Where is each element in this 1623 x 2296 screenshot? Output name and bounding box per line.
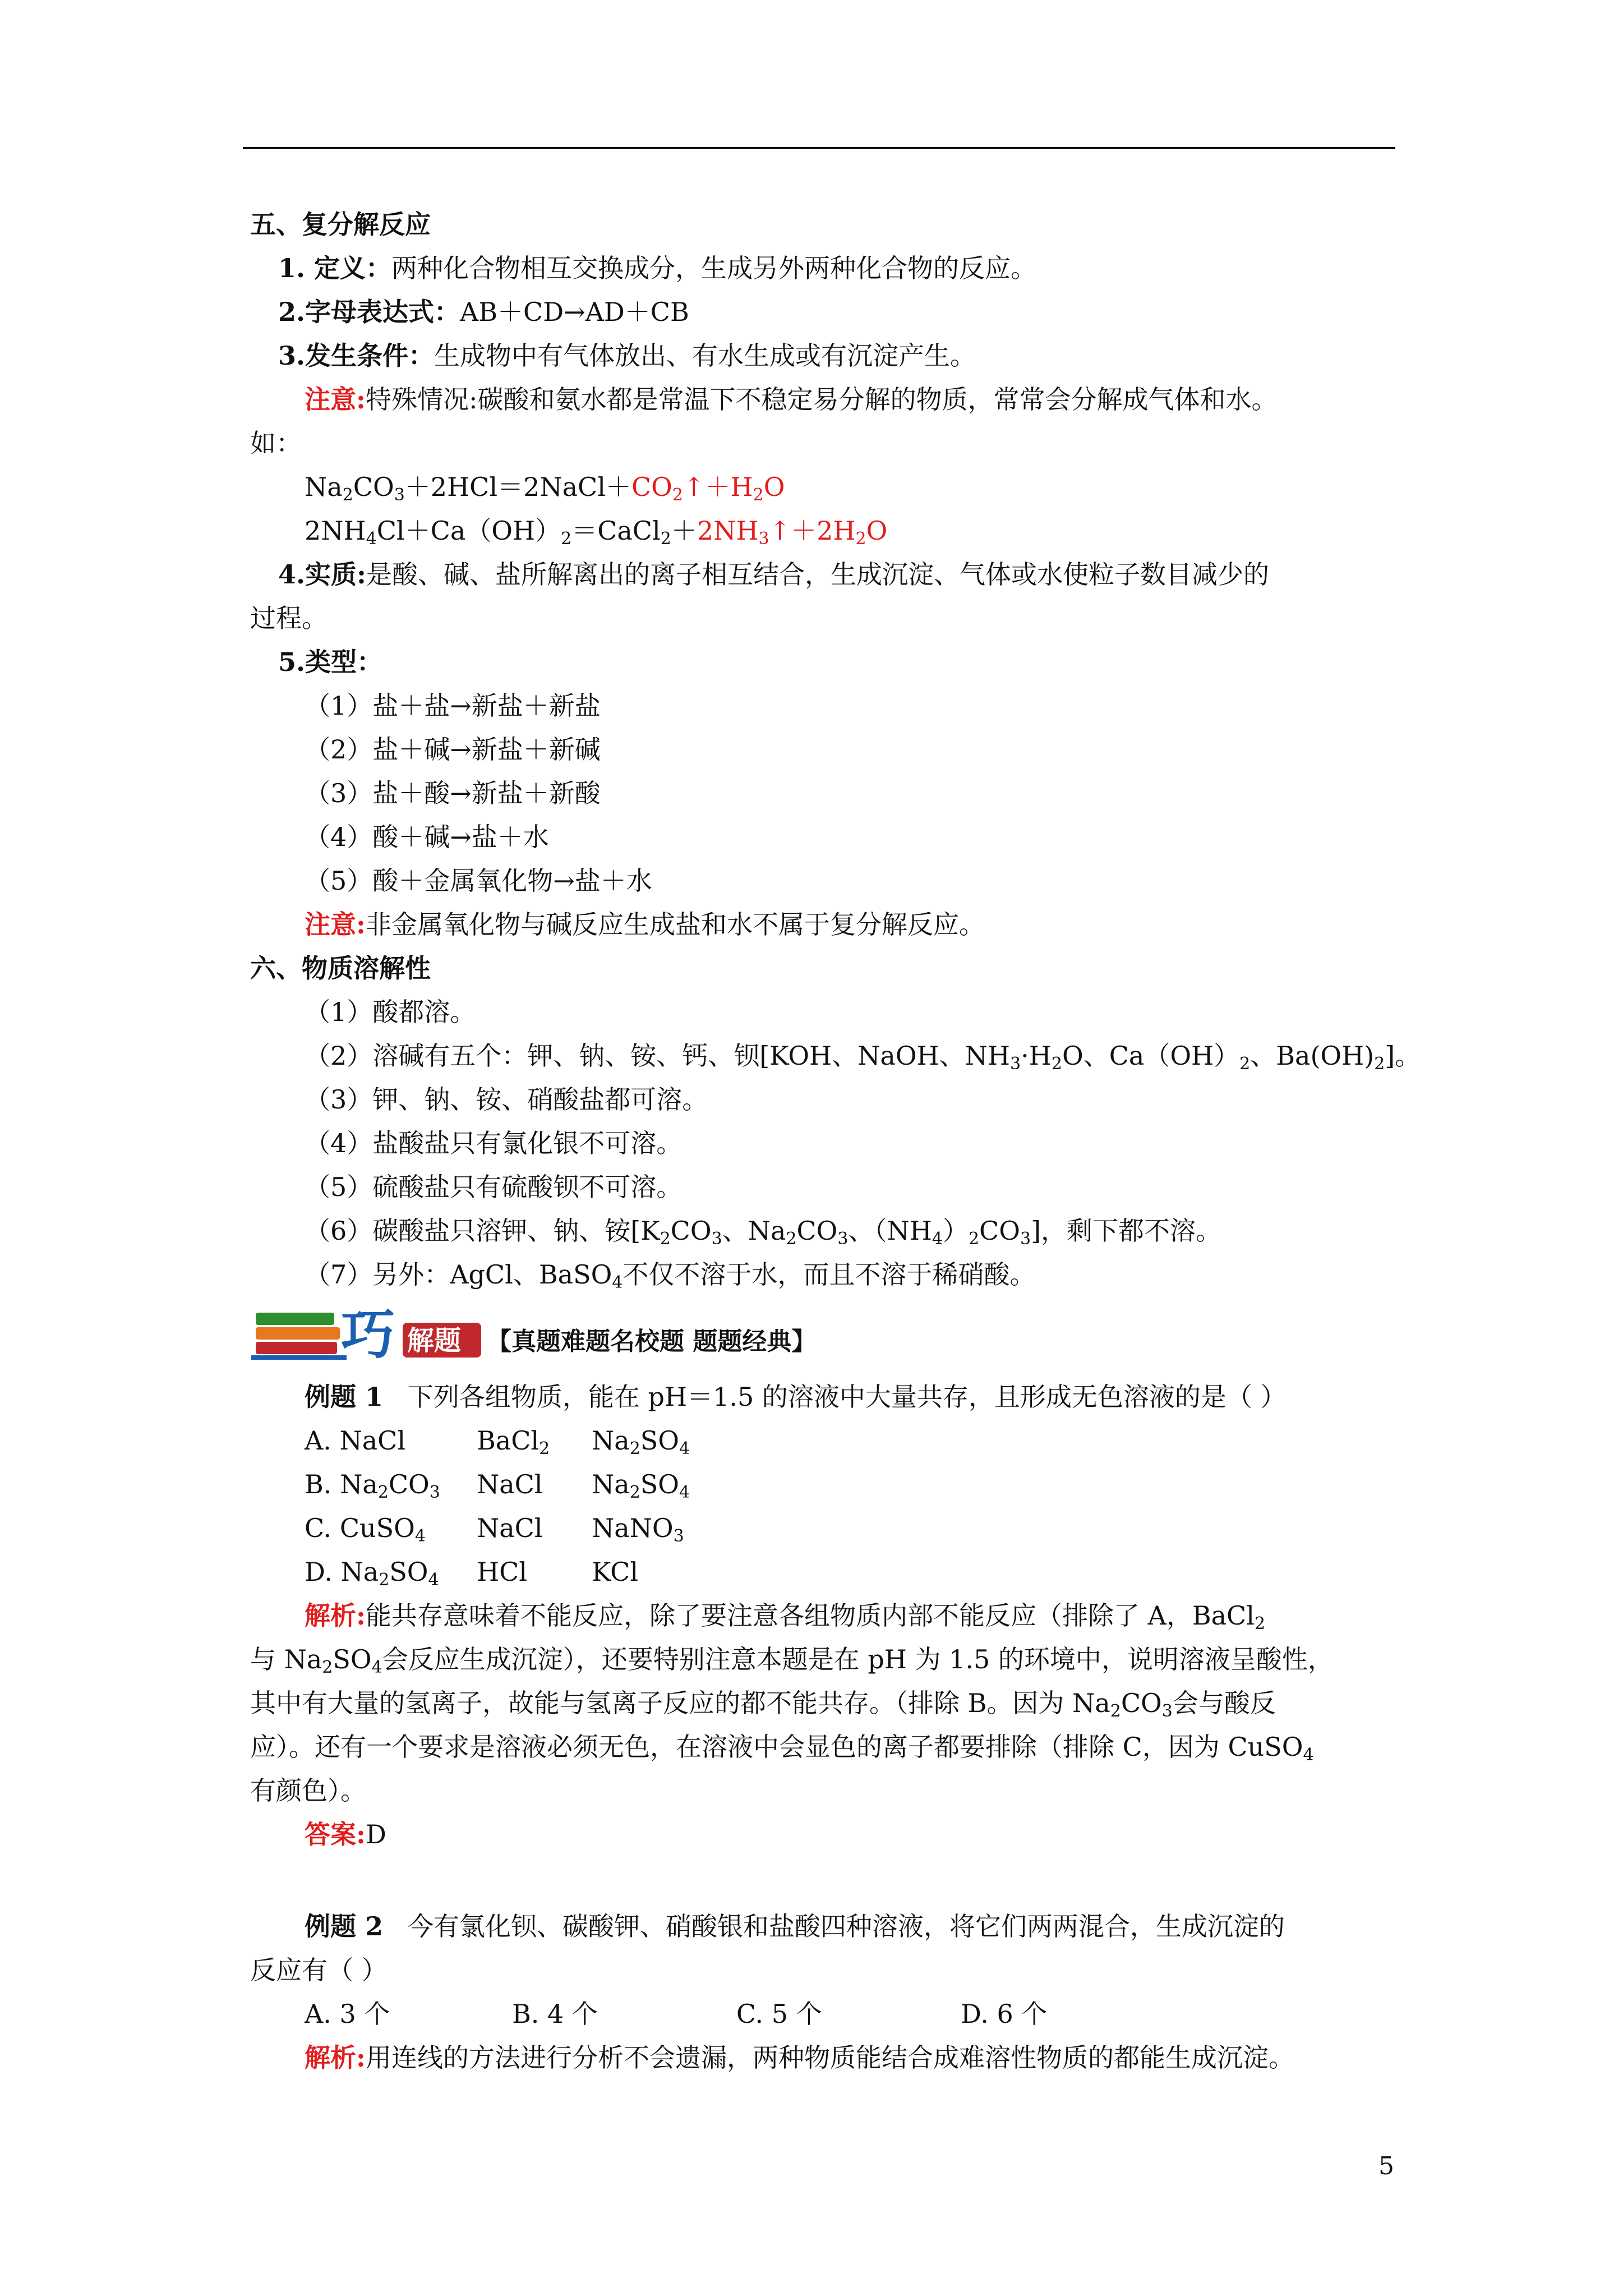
solubility-rule: （7）另外：AgCl、BaSO$_4$不仅不溶于水，而且不溶于稀硝酸。	[305, 1259, 1036, 1292]
header-rule	[243, 147, 1395, 149]
condition-line: 3.发生条件：生成物中有气体放出、有水生成或有沉淀产生。	[278, 341, 976, 371]
type-item: （1）盐＋盐→新盐＋新盐	[305, 691, 601, 721]
solubility-rule: （2）溶碱有五个：钾、钠、铵、钙、钡[KOH、NaOH、$NH_3\cdot H_2O$、$Ca(OH)_2$、$Ba(OH)_2$]。	[305, 1041, 1421, 1074]
example2-option: D. 6 个	[961, 1999, 1048, 2029]
type-item: （5）酸＋金属氧化物→盐＋水	[305, 866, 652, 896]
example2-question-cont: 反应有（ ）	[250, 1955, 388, 1985]
note1-cont: 如：	[250, 428, 302, 458]
example2-option: C. 5 个	[736, 1999, 822, 2029]
section5-title: 五、复分解反应	[250, 209, 431, 240]
banner-big-char: 巧	[341, 1303, 395, 1363]
solution-banner	[251, 1301, 924, 1363]
section6-title: 六、物质溶解性	[250, 953, 431, 983]
page-number: 5	[1378, 2152, 1394, 2180]
essence-line: 4.实质:是酸、碱、盐所解离出的离子相互结合，生成沉淀、气体或水使粒子数目减少的	[278, 559, 1270, 590]
solubility-rule: （5）硫酸盐只有硫酸钡不可溶。	[305, 1172, 683, 1202]
example2-question: 例题 2 今有氯化钡、碳酸钾、硝酸银和盐酸四种溶液，将它们两两混合，生成沉淀的	[305, 1911, 1285, 1941]
expression-line: 2.字母表达式：AB＋CD→AD＋CB	[278, 297, 689, 327]
essence-cont: 过程。	[250, 603, 328, 633]
example1-analysis: 有颜色）。	[250, 1775, 366, 1806]
example1-analysis: 其中有大量的氢离子，故能与氢离子反应的都不能共存。（排除 B。因为 $Na_2CO_3$会与酸反	[250, 1688, 1276, 1721]
equation-1: $Na_2CO_3+2HCl=2NaCl+CO_2↑+H_2O$	[305, 472, 785, 505]
types-label: 5.类型：	[278, 647, 383, 677]
books-icon	[251, 1313, 347, 1360]
example2-option: B. 4 个	[512, 1999, 598, 2029]
example1-analysis: 解析:能共存意味着不能反应，除了要注意各组物质内部不能反应（排除了 A，BaCl$_2$	[305, 1600, 1266, 1634]
solubility-rule: （3）钾、钠、铵、硝酸盐都可溶。	[305, 1084, 708, 1115]
example1-analysis: 应）。还有一个要求是溶液必须无色，在溶液中会显色的离子都要排除（排除 C，因为 CuSO$_4$	[250, 1732, 1314, 1765]
type-item: （3）盐＋酸→新盐＋新酸	[305, 778, 601, 808]
note2-line: 注意:非金属氧化物与碱反应生成盐和水不属于复分解反应。	[305, 909, 985, 940]
type-item: （4）酸＋碱→盐＋水	[305, 822, 549, 852]
example1-question: 例题 1 下列各组物质，能在 pH＝1.5 的溶液中大量共存，且形成无色溶液的是（ ）	[305, 1382, 1287, 1412]
example2-option: A. 3 个	[305, 1999, 390, 2029]
note1-line: 注意:特殊情况:碳酸和氨水都是常温下不稳定易分解的物质，常常会分解成气体和水。	[305, 384, 1278, 415]
banner-tagline: 【真题难题名校题 题题经典】	[487, 1327, 817, 1356]
type-item: （2）盐＋碱→新盐＋新碱	[305, 734, 601, 765]
example1-analysis: 与 $Na_2SO_4$会反应生成沉淀），还要特别注意本题是在 pH 为 1.5 的环境中，说明溶液呈酸性，	[250, 1644, 1334, 1677]
equation-2: $2NH_4Cl+Ca(OH)_2=CaCl_2+2NH_3↑+2H_2O$	[305, 516, 888, 549]
solubility-rule: （6）碳酸盐只溶钾、钠、铵[$K_2CO_3$、$Na_2CO_3$、$(NH_4)_2CO_3$]，剩下都不溶。	[305, 1216, 1222, 1249]
solubility-rule: （1）酸都溶。	[305, 997, 476, 1027]
example2-analysis: 解析:用连线的方法进行分析不会遗漏，两种物质能结合成难溶性物质的都能生成沉淀。	[305, 2042, 1294, 2073]
example1-answer: 答案:D	[305, 1819, 386, 1849]
solubility-rule: （4）盐酸盐只有氯化银不可溶。	[305, 1128, 683, 1158]
definition-line: 1. 定义：两种化合物相互交换成分，生成另外两种化合物的反应。	[278, 253, 1037, 283]
banner-small-chars: 解题	[407, 1325, 462, 1356]
